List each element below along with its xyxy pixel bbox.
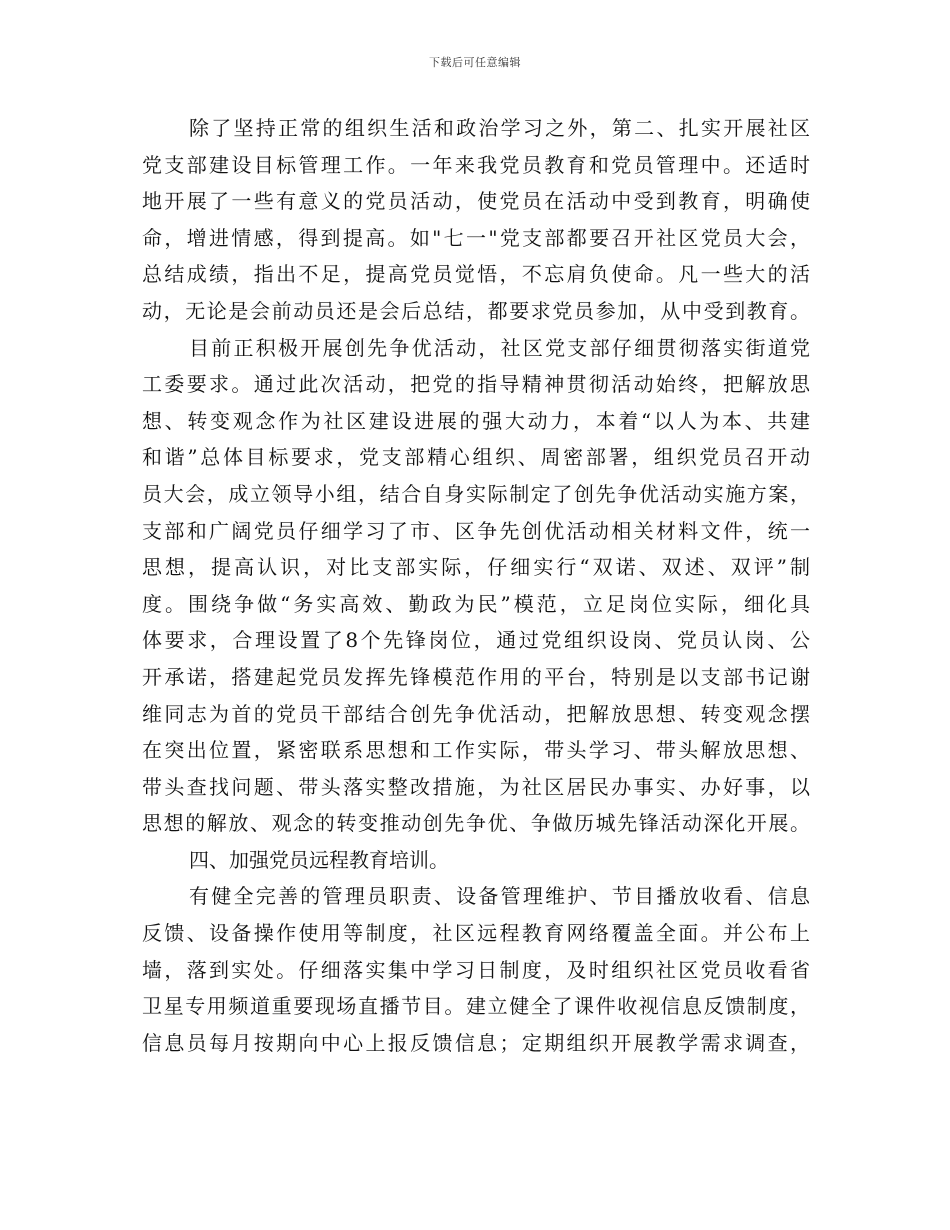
text-line: 思想的解放、观念的转变推动创先争优、争做历城先锋活动深化开展。 [142,811,810,836]
text-line: 反馈、设备操作使用等制度，社区远程教育网络覆盖全面。并公布上 [142,921,810,946]
text-line: 除了坚持正常的组织生活和政治学习之外，第二、扎实开展社区 [189,116,810,140]
text-line: 和谐”总体目标要求，党支部精心组织、周密部署，组织党员召开动 [142,445,810,470]
text-line: 度。围绕争做“务实高效、勤政为民”模范，立足岗位实际，细化具 [142,591,810,616]
text-line: 总结成绩，指出不足，提高党员觉悟，不忘肩负使命。凡一些大的活 [142,262,810,287]
text-line: 卫星专用频道重要现场直播节目。建立健全了课件收视信息反馈制度， [142,994,810,1019]
text-line: 工委要求。通过此次活动，把党的指导精神贯彻活动始终，把解放思 [142,372,810,397]
text-line: 思想，提高认识，对比支部实际，仔细实行“双诺、双述、双评”制 [142,555,810,580]
text-line: 想、转变观念作为社区建设进展的强大动力，本着“以人为本、共建 [142,408,810,433]
text-line: 命，增进情感，得到提高。如"七一"党支部都要召开社区党员大会， [142,225,810,250]
page-header: 下载后可任意编辑 [429,56,521,69]
text-line: 动，无论是会前动员还是会后总结，都要求党员参加，从中受到教育。 [142,298,810,323]
text-line: 地开展了一些有意义的党员活动，使党员在活动中受到教育，明确使 [142,189,810,214]
text-line: 目前正积极开展创先争优活动，社区党支部仔细贯彻落实街道党 [189,335,810,360]
body-text [142,110,810,1061]
text-line: 开承诺，搭建起党员发挥先锋模范作用的平台，特别是以支部书记谢 [142,664,810,689]
text-line: 维同志为首的党员干部结合创先争优活动，把解放思想、转变观念摆 [142,701,810,726]
text-line: 信息员每月按期向中心上报反馈信息；定期组织开展教学需求调查， [142,1030,810,1055]
text-line: 墙，落到实处。仔细落实集中学习日制度，及时组织社区党员收看省 [142,957,810,982]
text-line: 有健全完善的管理员职责、设备管理维护、节目播放收看、信息 [189,884,810,909]
text-line: 支部和广阔党员仔细学习了市、区争先创优活动相关材料文件，统一 [142,518,810,543]
text-line: 在突出位置，紧密联系思想和工作实际，带头学习、带头解放思想、 [142,738,810,763]
text-line: 带头查找问题、带头落实整改措施，为社区居民办事实、办好事，以 [142,774,810,799]
section-heading: 四、加强党员远程教育培训。 [189,847,449,872]
text-line: 员大会，成立领导小组，结合自身实际制定了创先争优活动实施方案， [142,481,810,506]
text-line: 党支部建设目标管理工作。一年来我党员教育和党员管理中。还适时 [142,152,810,177]
text-line: 体要求，合理设置了8个先锋岗位，通过党组织设岗、党员认岗、公 [142,628,810,653]
